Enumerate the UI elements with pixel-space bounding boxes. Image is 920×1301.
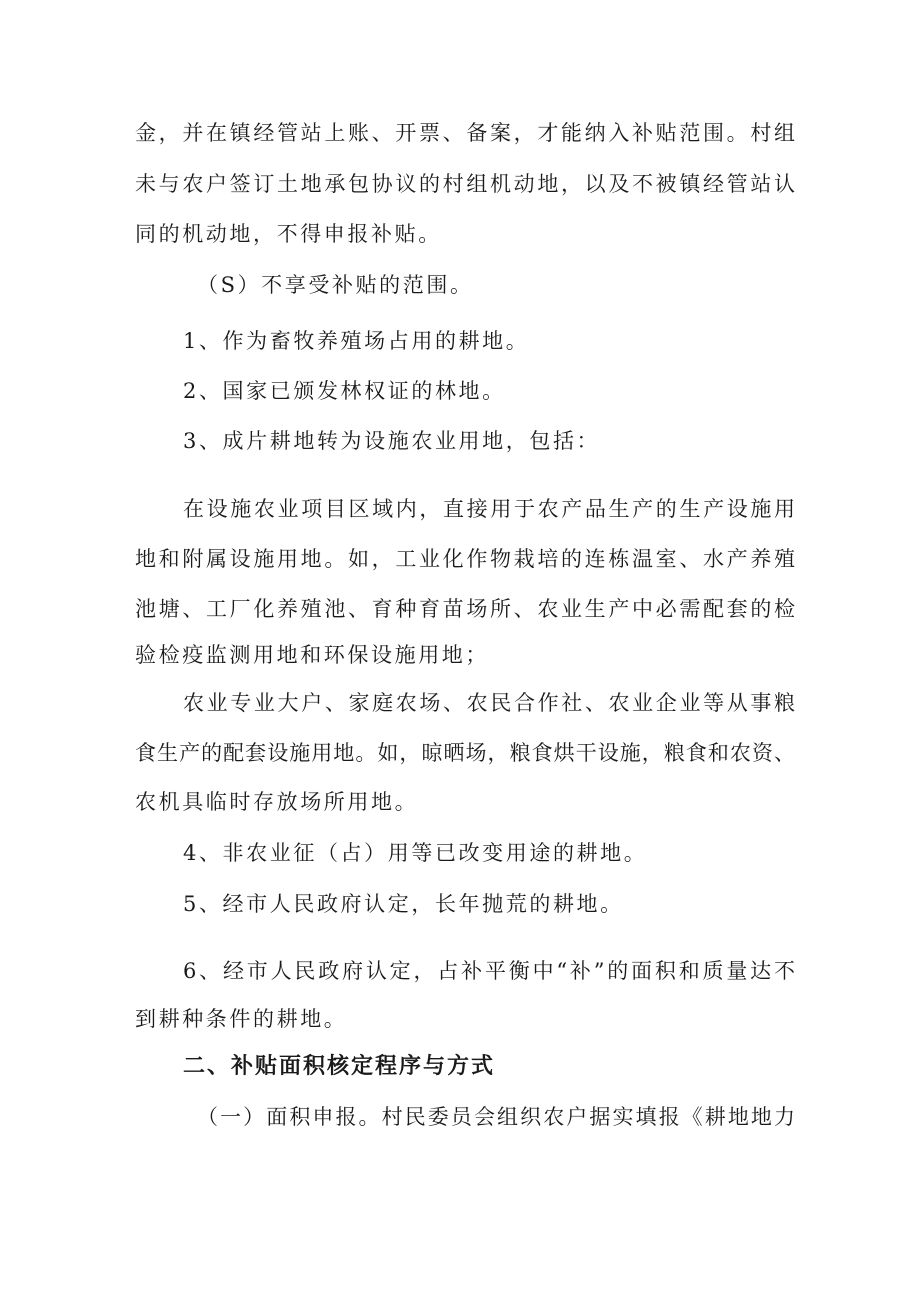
paragraph-line: 同的机动地，不得申报补贴。 — [135, 222, 442, 246]
paragraph-line: 池塘、工厂化养殖池、育种育苗场所、农业生产中必需配套的检 — [135, 597, 795, 621]
list-item: 6、经市人民政府认定，占补平衡中“补”的面积和质量达不 — [183, 959, 795, 983]
paragraph-line: 验检疫监测用地和环保设施用地； — [135, 643, 489, 667]
paragraph-line: 到耕种条件的耕地。 — [135, 1007, 348, 1031]
section-heading: 二、补贴面积核定程序与方式 — [183, 1054, 496, 1079]
paragraph-line: 地和附属设施用地。如，工业化作物栽培的连栋温室、水产养殖 — [135, 547, 795, 571]
list-item: 4、非农业征（占）用等已改变用途的耕地。 — [183, 841, 648, 865]
paragraph-line: 未与农户签订土地承包协议的村组机动地，以及不被镇经管站认 — [135, 172, 795, 196]
list-item: 3、成片耕地转为设施农业用地，包括： — [183, 429, 601, 453]
paragraph-line: 在设施农业项目区域内，直接用于农产品生产的生产设施用 — [183, 497, 795, 521]
paragraph-line: 食生产的配套设施用地。如，晾晒场，粮食烘干设施，粮食和农资、 — [135, 741, 795, 765]
paragraph-line: 农业专业大户、家庭农场、农民合作社、农业企业等从事粮 — [183, 691, 795, 715]
list-item: 2、国家已颁发林权证的林地。 — [183, 379, 506, 403]
paragraph-line: 金，并在镇经管站上账、开票、备案，才能纳入补贴范围。村组 — [135, 121, 795, 145]
paragraph-line: （一）面积申报。村民委员会组织农户据实填报《耕地地力 — [197, 1105, 795, 1129]
section-title: （S）不享受补贴的范围。 — [197, 273, 474, 297]
paragraph-line: 农机具临时存放场所用地。 — [135, 790, 419, 814]
list-item: 5、经市人民政府认定，长年抛荒的耕地。 — [183, 892, 624, 916]
list-item: 1、作为畜牧养殖场占用的耕地。 — [183, 329, 530, 353]
